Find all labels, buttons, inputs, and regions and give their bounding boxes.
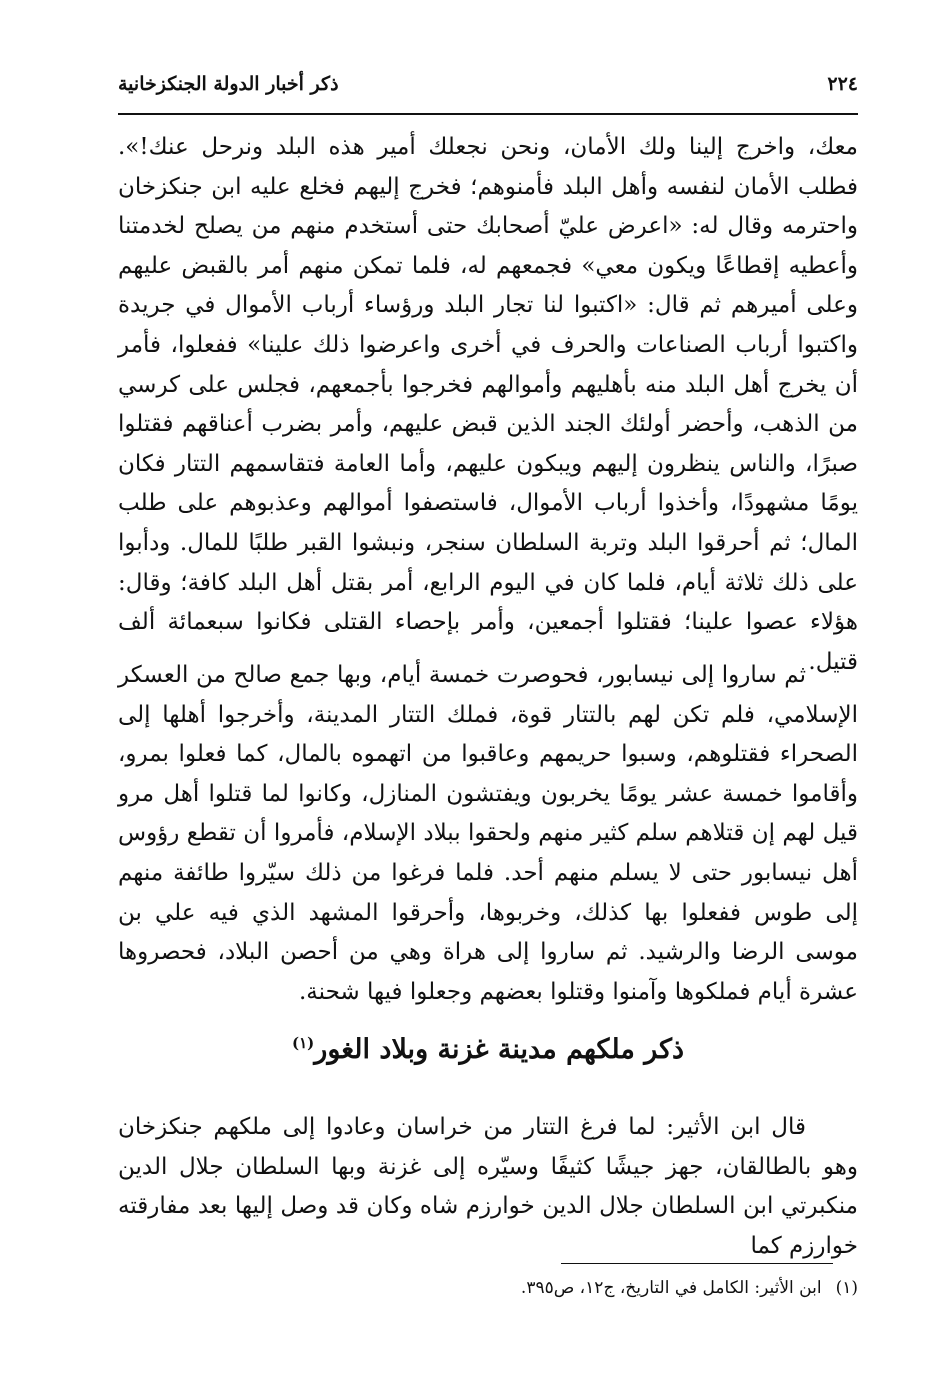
paragraph-2: ثم ساروا إلى نيسابور، فحوصرت خمسة أيام، وبها جمع صالح من العسكر الإسلامي، فلم تكن لهم بالتتار قوة، فملك التتار المدينة، وأخرجوا أهلها إلى الصحراء فقتلوهم، وسبوا حريمهم وعاقبوا من اتهموه بالمال، كما فعلوا بمرو، وأقاموا خمسة عشر يومًا يخربون ويفتشون المنازل، وكانوا لما قتلوا أهل مرو قيل لهم إن قتلاهم سلم كثير منهم ولحقوا ببلاد الإسلام، فأمروا أن تقطع رؤوس أهل نيسابور حتى لا يسلم منهم أحد. فلما فرغوا من ذلك سيّروا طائفة منهم إلى طوس ففعلوا بها كذلك، وخربوها، وأحرقوا المشهد الذي فيه علي بن موسى الرضا والرشيد. ثم ساروا إلى هراة وهي من أحصن البلاد، فحصروها عشرة أيام فملكوها وآمنوا وقتلوا بعضهم وجعلوا فيها شحنة. [118, 662, 858, 1005]
paragraph-1: معك، واخرج إلينا ولك الأمان، ونحن نجعلك أمير هذه البلد ونرحل عنك!». فطلب الأمان لنفسه وأهل البلد فأمنوهم؛ فخرج إليهم فخلع عليه ابن جنكزخان واحترمه وقال له: «اعرض عليّ أصحابك حتى أستخدم منهم من يصلح لخدمتنا وأعطيه إقطاعًا ويكون معي» فجمعهم له، فلما تمكن منهم أمر بالقبض عليهم وعلى أميرهم ثم قال: «اكتبوا لنا تجار البلد ورؤساء أرباب الأموال في جريدة واكتبوا أرباب الصناعات والحرف في أخرى واعرضوا ذلك علينا» ففعلوا، فأمر أن يخرج أهل البلد منه بأهليهم وأموالهم فخرجوا بأجمعهم، فجلس على كرسي من الذهب، وأحضر أولئك الجند الذين قبض عليهم، وأمر بضرب أعناقهم فقتلوا صبرًا، والناس ينظرون إليهم ويبكون عليهم، وأما العامة فتقاسمهم التتار فكان يومًا مشهودًا، وأخذوا أرباب الأموال، فاستصفوا أموالهم وعذبوهم على طلب المال؛ ثم أحرقوا البلد وتربة السلطان سنجر، ونبشوا القبر طلبًا للمال. ودأبوا على ذلك ثلاثة أيام، فلما كان في اليوم الرابع، أمر بقتل أهل البلد كافة؛ وقال: هؤلاء عصوا علينا؛ فقتلوا أجمعين، وأمر بإحصاء القتلى فكانوا سبعمائة ألف قتيل. [118, 134, 859, 675]
section-heading [118, 1034, 858, 1065]
footnote [118, 1275, 858, 1301]
text-block-1 [118, 128, 858, 682]
footnote-marker: (١) [292, 1034, 315, 1052]
header-divider [118, 113, 858, 115]
text-block-2 [118, 656, 858, 1012]
paragraph-3: قال ابن الأثير: لما فرغ التتار من خراسان وعادوا إلى ملكهم جنكزخان وهو بالطالقان، جهز جيشًا كثيفًا وسيّره إلى غزنة وبها السلطان جلال الدين منكبرتي ابن السلطان جلال الدين خوارزم شاه وكان قد وصل إليها بعد مفارقته خوارزم كما [118, 1114, 858, 1259]
running-title: ذكر أخبار الدولة الجنكزخانية [118, 73, 339, 95]
running-header [118, 62, 858, 106]
page-number: ٢٢٤ [827, 73, 858, 95]
section-title: ذكر ملكهم مدينة غزنة وبلاد الغور [314, 1034, 684, 1065]
footnote-number: (١) [835, 1278, 858, 1298]
text-block-3 [118, 1108, 858, 1266]
footnote-text: ابن الأثير: الكامل في التاريخ، ج١٢، ص٣٩٥. [520, 1278, 822, 1298]
footnote-divider [561, 1263, 833, 1264]
